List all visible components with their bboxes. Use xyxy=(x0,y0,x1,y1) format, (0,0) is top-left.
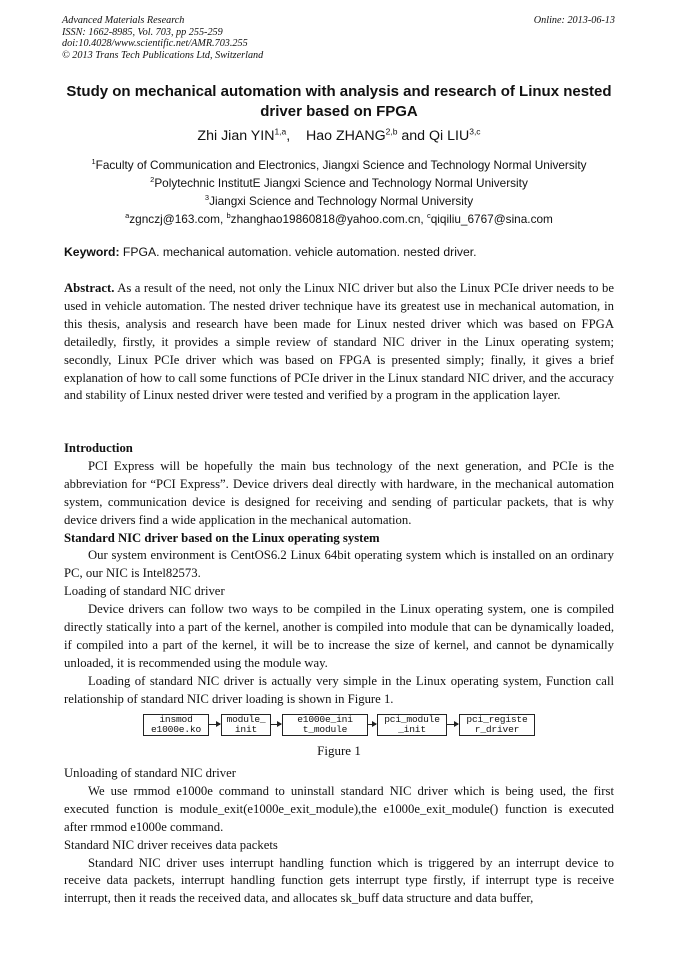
section-heading: Standard NIC driver based on the Linux operating system xyxy=(64,530,380,545)
affiliation-text: Faculty of Communication and Electronics, Jiangxi Science and Technology Normal University xyxy=(95,158,587,172)
paragraph: Our system environment is CentOS6.2 Linux 64bit operating system which is installed on an ordinary PC, our NIC is Intel82573. xyxy=(64,548,614,581)
email-sup: b xyxy=(226,211,231,221)
flow-box-line: pci_module xyxy=(384,714,440,725)
keywords xyxy=(64,245,616,259)
email-sup: a xyxy=(125,211,130,221)
introduction-section xyxy=(64,440,614,709)
email: zhanghao19860818@yahoo.com.cn, xyxy=(230,212,427,226)
flow-box-line: t_module xyxy=(302,724,348,735)
journal-header xyxy=(62,15,615,61)
author-name: Qi LIU xyxy=(429,128,470,144)
author-name: Zhi Jian YIN xyxy=(197,128,275,144)
affiliation xyxy=(40,156,638,174)
paragraph: We use rmmod e1000e command to uninstall standard NIC driver which is being used, the first executed function is module_exit(e1000e_exit_module),the e1000e_exit_module() function is executed after rmmod e1000e command. xyxy=(64,783,614,834)
copyright-line: © 2013 Trans Tech Publications Ltd, Switzerland xyxy=(62,49,264,61)
flow-box xyxy=(221,714,271,736)
subsection-heading: Loading of standard NIC driver xyxy=(64,584,225,599)
affiliation-sup: 1 xyxy=(91,157,96,167)
paragraph: Device drivers can follow two ways to be compiled in the Linux operating system, one is compiled directly statically into a part of the kernel, another is compiled into module that can be dynamically loaded, if compiled into a part of the kernel, it will be to increase the size of kernel, and cannot be dynamically unloaded, it is recommended using the module way. xyxy=(64,602,614,670)
subsection-heading: Standard NIC driver receives data packets xyxy=(64,837,278,852)
author-separator: and xyxy=(397,128,429,144)
abstract-label: Abstract. xyxy=(64,281,115,295)
abstract-text: As a result of the need, not only the Linux NIC driver but also the Linux PCIe driver needs to be used in vehicle automation. The nested driver technique have its greatest use in mechanical automation, in this thesis, analysis and research have been made for Linux nested driver which was based on FPGA detailedly, firstly, it provides a simple review of standard NIC driver in the Linux operating system; secondly, Linux PCIe driver which was based on FPGA is presented simply; finally, it gives a brief explanation of how to call some functions of PCIe driver in the Linux standard NIC driver, and the accuracy and stability of Linux nested driver were tested and verified by a program in the application layer. xyxy=(64,281,614,403)
paragraph: PCI Express will be hopefully the main bus technology of the next generation, and PCIe is the abbreviation for “PCI Express”. Device drivers deal directly with hardware, in the mechanical automation system, communication device is designed for receiving and sending of particular packets, that is why device drivers find a wide application in the mechanical automation. xyxy=(64,458,614,527)
flow-box-line: init xyxy=(234,724,258,735)
online-date: Online: 2013-06-13 xyxy=(533,15,615,26)
email: zgnczj@163.com, xyxy=(129,212,227,226)
section-heading: Introduction xyxy=(64,441,133,455)
author-sup: 2,b xyxy=(385,126,398,137)
flow-box-line: r_driver xyxy=(474,724,520,735)
flow-arrow xyxy=(446,724,458,725)
flow-box xyxy=(377,714,447,736)
journal-name: Advanced Materials Research xyxy=(62,15,185,26)
figure-caption: Figure 1 xyxy=(317,743,361,758)
affiliations xyxy=(40,156,638,228)
author-name: Hao ZHANG xyxy=(305,128,386,144)
abstract xyxy=(64,280,614,405)
flow-box xyxy=(282,714,368,736)
paragraph: Loading of standard NIC driver is actually very simple in the Linux operating system, Function call relationship of standard NIC driver loading is shown in Figure 1. xyxy=(64,673,614,706)
flow-box-line: _init xyxy=(398,724,426,735)
issn-line: ISSN: 1662-8985, Vol. 703, pp 255-259 xyxy=(62,26,223,38)
keyword-text: FPGA. mechanical automation. vehicle automation. nested driver. xyxy=(119,245,477,259)
affiliation xyxy=(40,192,638,210)
email-list xyxy=(40,210,638,228)
figure-1-diagram xyxy=(143,712,543,738)
author-separator: , xyxy=(286,128,306,144)
affiliation-text: Jiangxi Science and Technology Normal University xyxy=(209,194,474,208)
flow-arrow xyxy=(208,724,220,725)
affiliation-sup: 2 xyxy=(150,175,155,185)
doi-line: doi:10.4028/www.scientific.net/AMR.703.255 xyxy=(62,38,248,49)
paragraph: Standard NIC driver uses interrupt handling function which is triggered by an interrupt device to receive data packets, interrupt handling function gets interrupt type firstly, if interrupt type is receive interrupt, then it reads the received data, and allocates sk_buff data structure and data buffer, xyxy=(64,855,614,906)
email-sup: c xyxy=(426,211,431,221)
affiliation-sup: 3 xyxy=(204,193,210,203)
flow-box-line: e1000e_ini xyxy=(297,714,353,725)
unloading-section xyxy=(64,765,614,908)
flow-box-line: module_ xyxy=(226,714,266,725)
author-sup: 1,a xyxy=(274,126,287,137)
flow-box-line: insmod xyxy=(159,714,193,725)
flow-box xyxy=(143,714,209,736)
flow-arrow xyxy=(270,724,281,725)
flow-box-line: pci_registe xyxy=(466,714,528,725)
flow-box xyxy=(459,714,535,736)
affiliation xyxy=(40,174,638,192)
keyword-label: Keyword: xyxy=(64,245,120,259)
flow-box-line: e1000e.ko xyxy=(150,724,201,735)
paper-title: Study on mechanical automation with analysis and research of Linux nested driver based on FPGA xyxy=(66,83,612,120)
author-sup: 3,c xyxy=(469,126,481,137)
flow-arrow xyxy=(367,724,376,725)
subsection-heading: Unloading of standard NIC driver xyxy=(64,766,236,780)
author-list xyxy=(64,128,614,144)
email: qiqiliu_6767@sina.com xyxy=(430,212,553,226)
affiliation-text: Polytechnic InstitutE Jiangxi Science and Technology Normal University xyxy=(154,176,528,190)
